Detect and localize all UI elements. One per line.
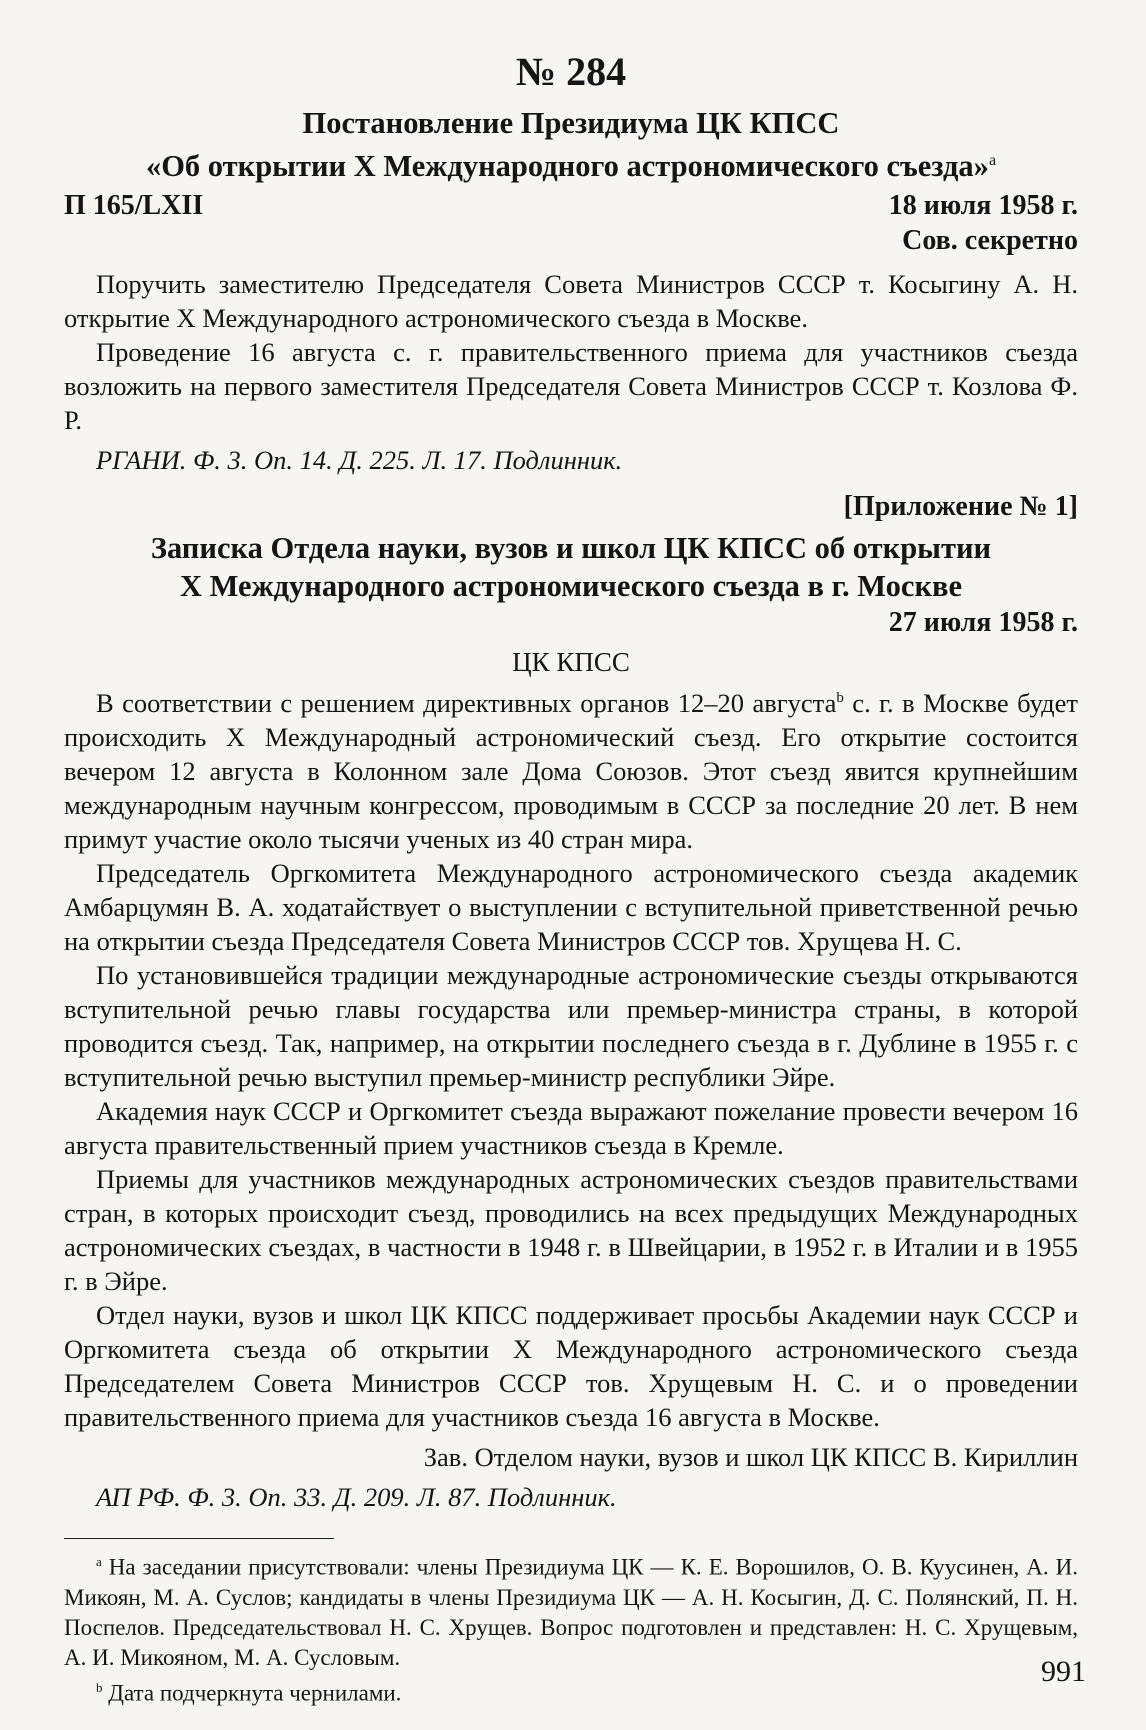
footnote-a-mark: a [96,1553,102,1569]
note-paragraph-1-end: с. г. в Москве будет происходить X Международный астрономический съезд. Его открытие состоится вечером 12 августа в Колонном зале Дома Союзов. Этот съезд явится крупнейшим международным научным конгрессом, проводимым в СССР за последние 20 лет. В нем примут участие около тысячи ученых из 40 стран мира. [64,687,1079,854]
note-paragraph-4: Академия наук СССР и Оргкомитет съезда выражают пожелание провести вечером 16 августа правительственный прием участников съезда в Кремле. [64,1095,1078,1160]
appendix-title-line2: X Международного астрономического съезда в г. Москве [179,569,963,604]
protocol-number: П 165/LXII [64,190,204,222]
appendix-title [64,529,1078,605]
page-number: 991 [1041,1655,1086,1688]
appendix-date: 27 июля 1958 г. [888,607,1078,639]
signature: Зав. Отделом науки, вузов и школ ЦК КПСС В. Кириллин [423,1441,1078,1472]
document-title-line2: «Об открытии X Международного астрономического съезда» [145,149,989,184]
note-paragraph-1-start: В соответствии с решением директивных органов 12–20 августа [96,687,837,718]
appendix-label: [Приложение № 1] [843,491,1078,523]
footnote-divider [64,1538,334,1539]
document-meta [64,189,1078,223]
resolution-paragraph-2: Проведение 16 августа с. г. правительственного приема для участников съезда возложить на первого заместителя Председателя Совета Министров СССР т. Козлова Ф. Р. [64,337,1078,436]
archive-source: РГАНИ. Ф. 3. Оп. 14. Д. 225. Л. 17. Подлинник. [96,445,623,476]
document-date: 18 июля 1958 г. [888,190,1078,222]
note-paragraph-3: По установившейся традиции международные астрономические съезды открываются вступительной речью главы государства или премьер-министра страны, в которой проводится съезд. Так, например, на открытии последнего съезда в г. Дублине в 1955 г. с вступительной речью выступил премьер-министр республики Эйре. [64,959,1078,1092]
footnote-b [64,1673,1078,1709]
document-number: № 284 [515,49,627,94]
footnote-ref-b: b [836,690,844,707]
footnote-ref-a: a [988,152,997,169]
page-content [64,48,1078,1708]
appendix-archive-source: АП РФ. Ф. 3. Оп. 33. Д. 209. Л. 87. Подлинник. [96,1481,617,1512]
addressee: ЦК КПСС [512,647,630,678]
footnote-b-text: Дата подчеркнута чернилами. [102,1680,402,1706]
document-title [64,104,1078,185]
document-title-line1: Постановление Президиума ЦК КПСС [302,106,840,140]
resolution-paragraph-1: Поручить заместителю Председателя Совета Министров СССР т. Косыгину А. Н. открытие X Международного астрономического съезда в Москве. [64,269,1078,334]
footnote-a-text: На заседании присутствовали: члены Президиума ЦК — К. Е. Ворошилов, О. В. Куусинен, А. И. Микоян, М. А. Суслов; кандидаты в члены Президиума ЦК — А. Н. Косыгин, Д. С. Полянский, П. Н. Поспелов. Председательствовал Н. С. Хрущев. Вопрос подготовлен и представлен: Н. С. Хрущевым, А. И. Микояном, М. А. Сусловым. [64,1554,1078,1670]
note-paragraph-5: Приемы для участников международных астрономических съездов правительствами стран, в которых происходит съезд, проводились на всех предыдущих Международных астрономических съездах, в частности в 1948 г. в Швейцарии, в 1952 г. в Италии и в 1955 г. в Эйре. [64,1163,1078,1296]
note-paragraph-6: Отдел науки, вузов и школ ЦК КПСС поддерживает просьбы Академии наук СССР и Оргкомитета съезда об открытии X Международного астрономического съезда Председателем Совета Министров СССР тов. Хрущевым Н. С. и о проведении правительственного приема для участников съезда 16 августа в Москве. [64,1299,1078,1432]
appendix-title-line1: Записка Отдела науки, вузов и школ ЦК КПСС об открытии [150,531,992,566]
classification-label: Сов. секретно [902,225,1078,257]
footnote-a [64,1547,1078,1673]
note-paragraph-2: Председатель Оргкомитета Международного астрономического съезда академик Амбарцумян В. А. ходатайствует о выступлении с вступительной приветственной речью на открытии съезда Председателя Совета Министров СССР тов. Хрущева Н. С. [64,857,1078,956]
note-paragraph-1 [64,681,1078,856]
footnote-b-mark: b [96,1679,103,1695]
